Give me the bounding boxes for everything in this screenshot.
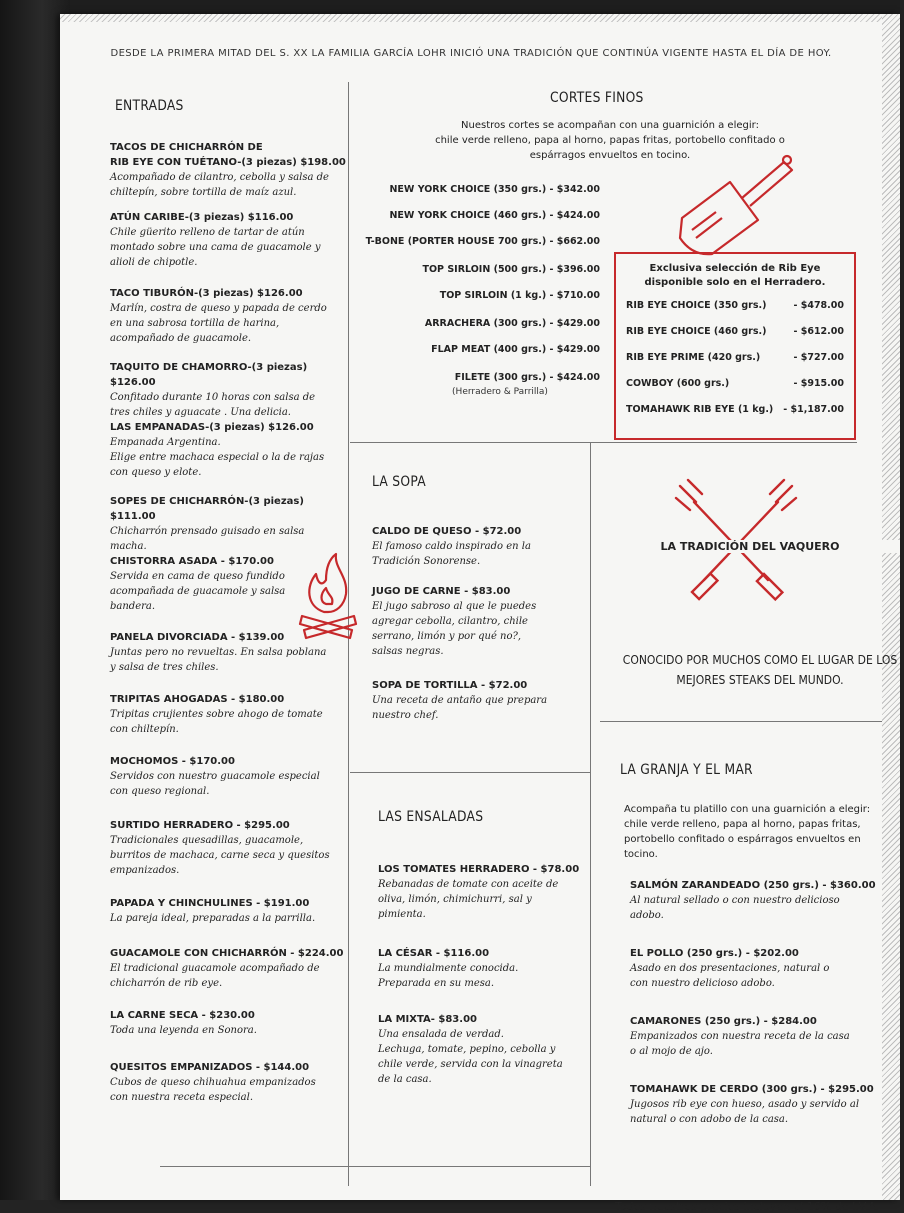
menu-item-name: CAMARONES (250 grs.) - $284.00 xyxy=(630,1016,817,1027)
menu-item-name: LAS EMPANADAS-(3 piezas) $126.00 xyxy=(110,422,314,433)
menu-item xyxy=(372,584,582,659)
menu-item-name: SOPA DE TORTILLA - $72.00 xyxy=(372,680,528,691)
menu-item-name: EL POLLO (250 grs.) - $202.00 xyxy=(630,948,799,959)
divider xyxy=(590,442,591,1186)
menu-item-name: LA CARNE SECA - $230.00 xyxy=(110,1010,255,1021)
menu-item-description: La pareja ideal, preparadas a la parrilla. xyxy=(110,913,316,924)
section-title-la-sopa: LA SOPA xyxy=(372,474,426,490)
rib-eye-item-name: COWBOY (600 grs.) xyxy=(626,378,730,389)
cut-item: ARRACHERA (300 grs.) - $429.00 xyxy=(424,318,600,329)
price-tax-note: Todos nuestros precios incluyen el 16% de I.V.A. xyxy=(615,1200,880,1213)
section-title-entradas: ENTRADAS xyxy=(115,98,184,114)
menu-item xyxy=(378,862,588,922)
menu-item xyxy=(630,1082,886,1127)
menu-item-description: Chile güerito relleno de tartar de atún montado sobre una cama de guacamole y alioli de chipotle. xyxy=(110,227,321,268)
menu-item xyxy=(630,1014,886,1059)
menu-item-name: MOCHOMOS - $170.00 xyxy=(110,756,235,767)
cut-item: FILETE (300 grs.) - $424.00 xyxy=(454,372,600,383)
menu-item-description: Una ensalada de verdad. Lechuga, tomate, pepino, cebolla y chile verde, servida con la vinagreta de la casa. xyxy=(378,1029,563,1085)
cut-item: T-BONE (PORTER HOUSE 700 grs.) - $662.00 xyxy=(365,236,600,247)
menu-item-name: CHISTORRA ASADA - $170.00 xyxy=(110,556,274,567)
menu-item-description: Servidos con nuestro guacamole especial con queso regional. xyxy=(110,771,320,797)
menu-item xyxy=(110,692,346,737)
menu-item-name: CALDO DE QUESO - $72.00 xyxy=(372,526,522,537)
section-title-granja-y-mar: LA GRANJA Y EL MAR xyxy=(620,762,753,778)
cut-item: TOP SIRLOIN (1 kg.) - $710.00 xyxy=(439,290,600,301)
rib-eye-item-name: RIB EYE CHOICE (460 grs.) xyxy=(626,326,767,337)
menu-item-description: El famoso caldo inspirado en la Tradición Sonorense. xyxy=(372,541,531,567)
menu-item-description: Juntas pero no revueltas. En salsa poblana y salsa de tres chiles. xyxy=(110,647,327,673)
menu-item-description: Confitado durante 10 horas con salsa de tres chiles y aguacate . Una delicia. xyxy=(110,392,316,418)
menu-item-name: SURTIDO HERRADERO - $295.00 xyxy=(110,820,290,831)
menu-item-name: TAQUITO DE CHAMORRO-(3 piezas) $126.00 xyxy=(110,362,308,388)
menu-item xyxy=(372,678,582,723)
menu-item xyxy=(110,946,346,991)
campfire-icon xyxy=(296,550,360,642)
menu-item-description: Asado en dos presentaciones, natural o con nuestro delicioso adobo. xyxy=(630,963,830,989)
cleaver-icon xyxy=(672,140,802,258)
tradicion-text: CONOCIDO POR MUCHOS COMO EL LUGAR DE LOS MEJORES STEAKS DEL MUNDO. xyxy=(622,653,898,687)
menu-item-description: El jugo sabroso al que le puedes agregar cebolla, cilantro, chile serrano, limón y por qué no?, salsas negras. xyxy=(372,601,537,657)
menu-item-description: Toda una leyenda en Sonora. xyxy=(110,1025,257,1036)
menu-item-description: Una receta de antaño que prepara nuestro chef. xyxy=(372,695,548,721)
filete-note: (Herradero & Parrilla) xyxy=(452,387,548,397)
menu-item-name: TOMAHAWK DE CERDO (300 grs.) - $295.00 xyxy=(630,1084,874,1095)
menu-item-name: GUACAMOLE CON CHICHARRÓN - $224.00 xyxy=(110,948,344,959)
granja-intro: Acompaña tu platillo con una guarnición a elegir: chile verde relleno, papa al horno, papas fritas, portobello confitado o espárragos envueltos en tocino. xyxy=(624,804,871,860)
menu-item xyxy=(110,420,346,480)
divider xyxy=(160,1166,590,1167)
section-title-cortes-finos: CORTES FINOS xyxy=(550,90,644,106)
menu-item-description: Tradicionales quesadillas, guacamole, burritos de machaca, carne seca y quesitos empanizados. xyxy=(110,835,330,876)
menu-item-name: ATÚN CARIBE-(3 piezas) $116.00 xyxy=(110,212,294,223)
menu-item xyxy=(378,1012,588,1087)
decorative-stripe-top xyxy=(60,14,900,22)
menu-item xyxy=(110,754,346,799)
menu-item-description: El tradicional guacamole acompañado de chicharrón de rib eye. xyxy=(110,963,320,989)
menu-item-name: TACOS DE CHICHARRÓN DE RIB EYE CON TUÉTANO-(3 piezas) $198.00 xyxy=(110,142,346,168)
rib-eye-item-price: - $612.00 xyxy=(793,326,844,337)
menu-item xyxy=(110,896,346,926)
menu-item xyxy=(110,140,346,200)
menu-item xyxy=(110,1060,346,1105)
menu-item xyxy=(110,360,346,420)
menu-header-tagline: DESDE LA PRIMERA MITAD DEL S. XX LA FAMILIA GARCÍA LOHR INICIÓ UNA TRADICIÓN QUE CONTINÚA VIGENTE HASTA EL DÍA DE HOY. xyxy=(110,48,832,59)
menu-item-name: SOPES DE CHICHARRÓN-(3 piezas) $111.00 xyxy=(110,496,304,522)
menu-item xyxy=(110,210,346,270)
divider xyxy=(350,772,590,773)
menu-item-description: Rebanadas de tomate con aceite de oliva, limón, chimichurri, sal y pimienta. xyxy=(378,879,559,920)
menu-item xyxy=(110,494,346,554)
menu-item-name: LA CÉSAR - $116.00 xyxy=(378,948,490,959)
rib-eye-item-name: TOMAHAWK RIB EYE (1 kg.) xyxy=(626,404,774,415)
cut-item: FLAP MEAT (400 grs.) - $429.00 xyxy=(431,344,600,355)
menu-item-name: PAPADA Y CHINCHULINES - $191.00 xyxy=(110,898,310,909)
cut-item: TOP SIRLOIN (500 grs.) - $396.00 xyxy=(422,264,600,275)
rib-eye-box-title: Exclusiva selección de Rib Eye disponible solo en el Herradero. xyxy=(644,263,826,288)
menu-item xyxy=(110,286,346,346)
menu-item-description: Cubos de queso chihuahua empanizados con nuestra receta especial. xyxy=(110,1077,316,1103)
rib-eye-item-price: - $1,187.00 xyxy=(783,404,844,415)
menu-item-name: SALMÓN ZARANDEADO (250 grs.) - $360.00 xyxy=(630,880,876,891)
rib-eye-item-name: RIB EYE PRIME (420 grs.) xyxy=(626,352,761,363)
menu-item-name: LOS TOMATES HERRADERO - $78.00 xyxy=(378,864,580,875)
rib-eye-item-name: RIB EYE CHOICE (350 grs.) xyxy=(626,300,767,311)
menu-item-name: LA MIXTA- $83.00 xyxy=(378,1014,477,1025)
divider xyxy=(600,721,882,722)
menu-item-description: Chicharrón prensado guisado en salsa macha. xyxy=(110,526,305,552)
menu-item-name: TACO TIBURÓN-(3 piezas) $126.00 xyxy=(110,288,303,299)
menu-item-description: La mundialmente conocida. Preparada en su mesa. xyxy=(378,963,519,989)
section-title-ensaladas: LAS ENSALADAS xyxy=(378,809,484,825)
rib-eye-item-price: - $915.00 xyxy=(793,378,844,389)
rib-eye-item-price: - $727.00 xyxy=(793,352,844,363)
menu-item xyxy=(110,1008,346,1038)
menu-item-description: Servida en cama de queso fundido acompañada de guacamole y salsa bandera. xyxy=(110,571,286,612)
menu-item-name: TRIPITAS AHOGADAS - $180.00 xyxy=(110,694,285,705)
divider xyxy=(350,442,857,443)
menu-item-description: Empanizados con nuestra receta de la casa o al mojo de ajo. xyxy=(630,1031,850,1057)
tradicion-title: LA TRADICIÓN DEL VAQUERO xyxy=(600,540,900,553)
menu-item xyxy=(378,946,588,991)
menu-item-description: Empanada Argentina. Elige entre machaca especial o la de rajas con queso y elote. xyxy=(110,437,325,478)
menu-item xyxy=(630,878,886,923)
cortes-intro: Nuestros cortes se acompañan con una guarnición a elegir: chile verde relleno, papa al horno, papas fritas, portobello confitado o espárragos envueltos en tocino. xyxy=(435,120,785,161)
cut-item: NEW YORK CHOICE (350 grs.) - $342.00 xyxy=(389,184,600,195)
menu-item-description: Al natural sellado o con nuestro delicioso adobo. xyxy=(630,895,840,921)
menu-item-name: PANELA DIVORCIADA - $139.00 xyxy=(110,632,285,643)
rib-eye-item-price: - $478.00 xyxy=(793,300,844,311)
menu-page xyxy=(60,14,900,1213)
menu-item-description: Jugosos rib eye con hueso, asado y servido al natural o con adobo de la casa. xyxy=(630,1099,860,1125)
menu-item xyxy=(630,946,886,991)
menu-item-name: QUESITOS EMPANIZADOS - $144.00 xyxy=(110,1062,310,1073)
menu-item xyxy=(372,524,582,569)
menu-item-name: JUGO DE CARNE - $83.00 xyxy=(372,586,511,597)
rib-eye-selection-box xyxy=(614,252,856,440)
menu-item-description: Tripitas crujientes sobre ahogo de tomate con chiltepín. xyxy=(110,709,323,735)
menu-item xyxy=(110,818,346,878)
menu-item-description: Acompañado de cilantro, cebolla y salsa de chiltepín, sobre tortilla de maíz azul. xyxy=(110,172,329,198)
menu-item-description: Marlín, costra de queso y papada de cerdo en una sabrosa tortilla de harina, acompañado de guacamole. xyxy=(110,303,327,344)
cut-item: NEW YORK CHOICE (460 grs.) - $424.00 xyxy=(389,210,600,221)
